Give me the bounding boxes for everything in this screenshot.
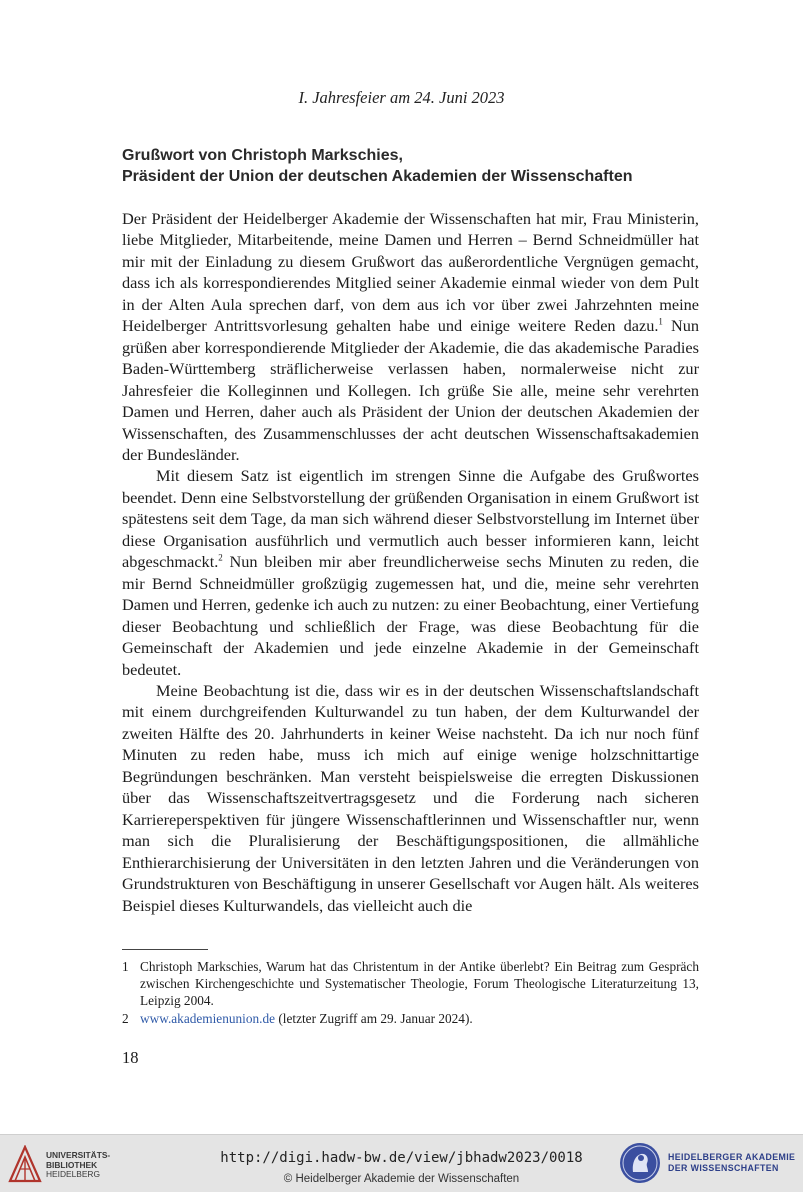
permalink-url[interactable]: http://digi.hadw-bw.de/view/jbhadw2023/0018 <box>220 1150 583 1166</box>
page-number: 18 <box>122 1048 139 1067</box>
hadw-logo[interactable] <box>618 1141 803 1187</box>
paragraph-2-text-a: Mit diesem Satz ist eigentlich im strengen Sinne die Aufgabe des Grußwortes beendet. Denn eine Selbstvorstellung der grüßenden Organisation in einem Grußwort ist spätestens seit dem Tage, da man sich während dieser Selbstvorstellung im Internet über diese Organisation ausführlich und vermutlich auch besser informieren kann, leicht abgeschmackt. <box>122 466 699 572</box>
paragraph-2-text-b: Nun bleiben mir aber freundlicherweise sechs Minuten zu reden, die mir Bernd Schneidmüller großzügig zugemessen hat, und die, meine sehr verehrten Damen und Herren, gedenke ich auch zu nutzen: zu einer Beobachtung, einer Vertiefung dieser Beobachtung und schließlich der Frage, was diese Beobachtung für die Gemeinschaft der Akademien und jede einzelne Akademie in der Gemeinschaft bedeutet. <box>122 552 699 679</box>
akademienunion-link[interactable]: www.akademienunion.de <box>140 1011 276 1026</box>
footnotes <box>122 958 699 1028</box>
footnote-divider <box>122 949 208 950</box>
ub-logo-line-1: UNIVERSITÄTS- <box>46 1150 111 1160</box>
ub-logo-line-2: BIBLIOTHEK <box>46 1159 98 1170</box>
footnote-ref-1: 1 <box>658 316 663 327</box>
heading-line-2: Präsident der Union der deutschen Akademien der Wissenschaften <box>122 168 633 185</box>
footnote-number: 1 <box>122 959 129 974</box>
hadw-logo-text <box>668 1152 795 1174</box>
hadw-logo-line-1: HEIDELBERGER AKADEMIE <box>668 1152 796 1162</box>
article-heading <box>122 145 722 187</box>
running-head: I. Jahresfeier am 24. Juni 2023 <box>298 88 505 107</box>
paragraph-1 <box>122 208 699 465</box>
copyright-notice: © Heidelberger Akademie der Wissenschaften <box>283 1173 520 1185</box>
footnote-1 <box>122 958 699 1009</box>
ub-logo-line-3: HEIDELBERG <box>46 1169 100 1179</box>
paragraph-1-text-a: Der Präsident der Heidelberger Akademie der Wissenschaften hat mir, Frau Ministerin, liebe Mitglieder, Mitarbeitende, meine Damen und Herren – Bernd Schneidmüller hat mir mit der Einladung zu diesem Grußwort das außerordentliche Vergnügen gemacht, dass ich als korrespondierendes Mitglied seiner Akademie einmal wieder von dem Pult in der Alten Aula sprechen darf, von dem aus ich vor über zwei Jahrzehnten meine Heidelberger Antrittsvorlesung gehalten habe und einige weitere Reden dazu. <box>122 209 699 336</box>
paragraph-1-text-b: Nun grüßen aber korrespondierende Mitglieder der Akademie, die das akademische Paradies Baden-Württemberg sträflicherweise verlassen haben, normalerweise nicht zur Jahresfeier die Kolleginnen und Kollegen. Ich grüße Sie alle, meine sehr verehrten Damen und Herren, daher auch als Präsident der Union der deutschen Akademien der Wissenschaften, des Zusammenschlusses der acht deutschen Wissenschaftsakademien der Bundesländer. <box>122 316 699 464</box>
footnote-number: 2 <box>122 1011 129 1026</box>
footnote-text <box>140 1010 699 1027</box>
footer-bar <box>0 1134 803 1192</box>
academy-seal-icon <box>618 1141 662 1185</box>
footnote-2 <box>122 1010 699 1027</box>
footnote-text: Christoph Markschies, Warum hat das Christentum in der Antike überlebt? Ein Beitrag zum Gespräch zwischen Kirchengeschichte und Systematischer Theologie, Forum Theologische Literaturzeitung 13, Leipzig 2004. <box>140 959 699 1008</box>
footnote-text-rest: (letzter Zugriff am 29. Januar 2024). <box>275 1011 473 1026</box>
paragraph-3: Meine Beobachtung ist die, dass wir es in der deutschen Wissenschaftslandschaft mit einem durchgreifenden Kulturwandel zu tun haben, der dem Kulturwandel der zweiten Hälfte des 20. Jahrhunderts in keiner Weise nachsteht. Da ich nur noch fünf Minuten zu reden habe, muss ich mich auf einige wenige holzschnittartige Begründungen beschränken. Man versteht beispielsweise die erregten Diskussionen über das Wissenschaftszeitvertragsgesetz und die Forderung nach sicheren Karriereperspektiven für jüngere Wissenschaftlerinnen und Wissenschaftler nur, wenn man sich die Pluralisierung der Beschäftigungspositionen, die allmähliche Enthierarchisierung der Universitäten in den letzten Jahren und die Veränderungen von Grundstrukturen von Beschäftigung in unserer Gesellschaft vor Augen hält. Als weiteres Beispiel dieses Kulturwandels, das vielleicht auch die <box>122 680 699 915</box>
footnote-ref-2: 2 <box>218 552 223 563</box>
heading-line-1: Grußwort von Christoph Markschies, <box>122 147 403 164</box>
paragraph-2 <box>122 465 699 680</box>
hadw-logo-line-2: DER WISSENSCHAFTEN <box>668 1163 779 1173</box>
body-text <box>122 208 699 916</box>
